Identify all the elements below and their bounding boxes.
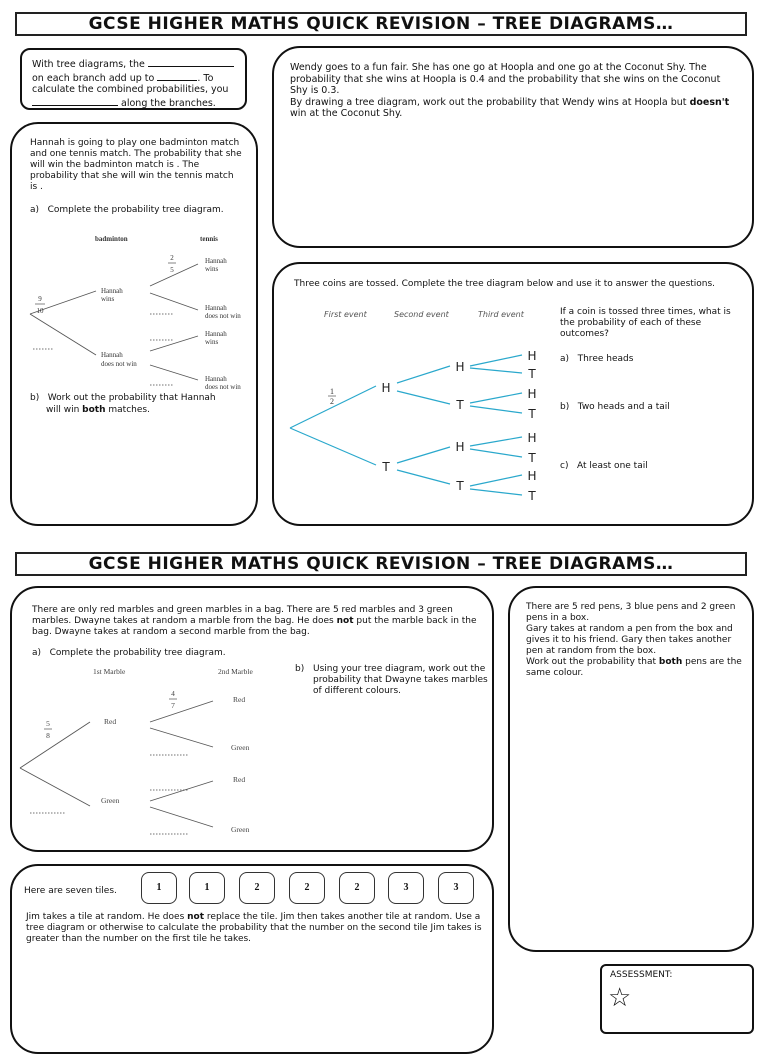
tile: 3 (388, 872, 424, 904)
coins-col-first: First event (324, 310, 367, 319)
hannah-intro: Hannah is going to play one badminton match and one tennis match. The probability that she will win the badminton match is . The probability that she will win the tennis match is . (30, 138, 242, 192)
tiles-q-2: replace the tile. Jim then takes another tile at random. Use a tree diagram or otherwise to calculate the probability that the number on the second tile Jim takes is greater than the number on the first tile he takes. (26, 912, 482, 944)
coin3-H-2: H (527, 387, 537, 401)
star-icon[interactable]: ☆ (608, 983, 632, 1013)
col-tennis: tennis (200, 235, 218, 243)
marbles-p1-num: 5 (46, 719, 50, 728)
marbles-green-1: Green (101, 796, 120, 805)
hannah-qb-text: will win (46, 405, 80, 415)
coin2-H-b: H (455, 440, 465, 454)
pens-text-3: Work out the probability that (526, 657, 657, 667)
marbles-p2-num: 4 (171, 689, 175, 698)
label-badminton-not-2: does not win (101, 360, 137, 368)
coin1-H: H (381, 381, 391, 395)
coin3-H-1: H (527, 349, 537, 363)
marbles-green-2b: Green (231, 825, 250, 834)
label-tennis-wins-b2: wins (205, 338, 219, 346)
assessment-label: ASSESSMENT: (610, 970, 673, 980)
col-badminton: badminton (95, 235, 128, 243)
tile: 1 (141, 872, 177, 904)
label-tennis-wins-a2: wins (205, 265, 219, 273)
coin2-T-a: T (456, 398, 464, 412)
fill-in-text-1: With tree diagrams, the (32, 59, 145, 70)
coins-qa: a) Three heads (560, 354, 634, 364)
label-badminton-wins: Hannah (101, 287, 123, 295)
p-second-den: 5 (170, 266, 174, 274)
marbles-intro-2: put the marble back in the bag. Dwayne takes at random a second marble from the bag. (32, 616, 477, 637)
wendy-text-1: Wendy goes to a fun fair. She has one go at Hoopla and one go at the Coconut Shy. The probability that she wins at Hoopla is 0.4 and the probability that she wins on the Coconut Shy is 0.3. (290, 62, 721, 96)
tile: 1 (189, 872, 225, 904)
coins-col-second: Second event (394, 310, 449, 319)
coin3-H-4: H (527, 469, 537, 483)
label-tennis-not-b: Hannah (205, 375, 227, 383)
marbles-intro-1: There are only red marbles and green marbles in a bag. There are 5 red marbles and 3 green marbles. Dwayne takes at random a marble from the bag. He does (32, 605, 453, 626)
marbles-green-2a: Green (231, 743, 250, 752)
coin3-T-2: T (528, 407, 536, 421)
coin3-T-3: T (528, 451, 536, 465)
label-badminton-not: Hannah (101, 351, 123, 359)
label-tennis-wins-a: Hannah (205, 257, 227, 265)
tiles-intro: Here are seven tiles. (24, 886, 117, 896)
coins-col-third: Third event (478, 310, 524, 319)
marbles-qa: a) Complete the probability tree diagram. (32, 648, 226, 658)
wendy-doesnt: doesn't (689, 96, 730, 108)
marbles-red-2b: Red (233, 775, 246, 784)
coin3-H-3: H (527, 431, 537, 445)
coin3-T-4: T (528, 489, 536, 503)
coins-half-den: 2 (330, 397, 334, 406)
hannah-qb-both: both (82, 405, 106, 415)
marbles-p2-den: 7 (171, 701, 175, 710)
coin1-T: T (382, 460, 390, 474)
marbles-qb-label: b) (295, 664, 305, 674)
tiles-not: not (187, 912, 205, 922)
marbles-red-2a: Red (233, 695, 246, 704)
coins-qb: b) Two heads and a tail (560, 402, 670, 412)
label-tennis-not-a2: does not win (205, 312, 241, 320)
tile: 3 (438, 872, 474, 904)
fill-in-text-4: calculate the combined probabilities, you (32, 84, 229, 95)
p-second-num: 2 (170, 254, 174, 262)
hannah-qa: a) Complete the probability tree diagram. (30, 205, 224, 215)
p-first-num: 9 (38, 295, 42, 303)
marbles-col-2: 2nd Marble (218, 667, 253, 676)
marbles-p1-den: 8 (46, 731, 50, 740)
tile: 2 (339, 872, 375, 904)
label-tennis-not-b2: does not win (205, 383, 241, 391)
marbles-not: not (336, 616, 354, 626)
hannah-qb-line1: b) Work out the probability that Hannah (30, 393, 216, 403)
label-badminton-wins-2: wins (101, 295, 115, 303)
coins-half-num: 1 (330, 387, 334, 396)
wendy-text-2: By drawing a tree diagram, work out the probability that Wendy wins at Hoopla but (290, 96, 687, 108)
marbles-red-1: Red (104, 717, 117, 726)
coins-question: If a coin is tossed three times, what is the probability of each of these outcomes? (560, 307, 731, 339)
coin2-H-a: H (455, 360, 465, 374)
marbles-col-1: 1st Marble (93, 667, 126, 676)
hannah-qb-end: matches. (108, 405, 150, 415)
wendy-text-3: win at the Coconut Shy. (290, 108, 403, 119)
pens-question-box (508, 586, 754, 952)
pens-both: both (658, 657, 683, 667)
tile: 2 (289, 872, 325, 904)
page-title-top: GCSE HIGHER MATHS QUICK REVISION – TREE DIAGRAMS… (15, 12, 747, 36)
pens-text-4: pens are the same colour. (526, 657, 742, 678)
coin2-T-b: T (456, 479, 464, 493)
label-tennis-wins-b: Hannah (205, 330, 227, 338)
fill-in-text-5: along the branches. (121, 97, 216, 109)
tile: 2 (239, 872, 275, 904)
coin3-T-1: T (528, 367, 536, 381)
tiles-q-1: Jim takes a tile at random. He does (26, 912, 185, 922)
marbles-qb: Using your tree diagram, work out the probability that Dwayne takes marbles of different colours. (313, 664, 488, 696)
coins-intro: Three coins are tossed. Complete the tree diagram below and use it to answer the questions. (294, 279, 716, 289)
fill-in-text-3: . To (197, 72, 214, 84)
pens-text-2: Gary takes at random a pen from the box and gives it to his friend. Gary then takes another pen at random from the box. (526, 624, 733, 656)
label-tennis-not-a: Hannah (205, 304, 227, 312)
fill-in-text-2: on each branch add up to (32, 72, 155, 84)
coins-qc: c) At least one tail (560, 461, 648, 471)
page-title-bottom: GCSE HIGHER MATHS QUICK REVISION – TREE DIAGRAMS… (15, 552, 747, 576)
pens-text-1: There are 5 red pens, 3 blue pens and 2 green pens in a box. (526, 602, 736, 623)
p-first-den: 10 (36, 307, 44, 315)
